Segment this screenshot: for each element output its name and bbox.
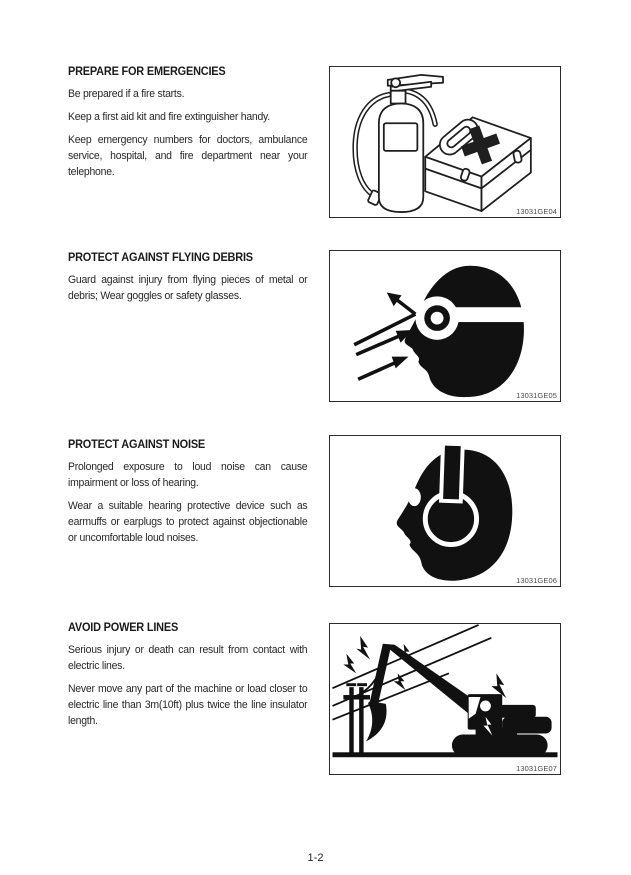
- section-heading: PREPARE FOR EMERGENCIES: [68, 66, 226, 78]
- figure-box-noise: [329, 435, 561, 587]
- page-number: 1-2: [307, 852, 324, 864]
- figure-code: 13031GE07: [516, 764, 557, 773]
- section-paragraph: Never move any part of the machine or load closer to electric line than 3m(10ft) plus twice the line insulator length.: [68, 683, 308, 727]
- safety-goggles-icon: [330, 251, 560, 401]
- section-paragraph: Wear a suitable hearing protective device such as earmuffs or earplugs to protect against objectionable or uncomfortable loud noises.: [68, 500, 308, 544]
- section-flying-debris: [68, 252, 307, 311]
- figure-box-emergencies: [329, 66, 561, 218]
- section-paragraph: Serious injury or death can result from contact with electric lines.: [68, 644, 308, 672]
- earmuffs-icon: [330, 436, 560, 586]
- section-paragraph: Be prepared if a fire starts.: [68, 88, 185, 100]
- figure-box-flying-debris: [329, 250, 561, 402]
- figure-code: 13031GE05: [516, 391, 557, 400]
- section-heading: AVOID POWER LINES: [68, 622, 179, 634]
- section-heading: PROTECT AGAINST FLYING DEBRIS: [68, 252, 253, 264]
- section-paragraph: Keep a first aid kit and fire extinguisher handy.: [68, 111, 270, 123]
- figure-code: 13031GE04: [516, 207, 557, 216]
- figure-code: 13031GE06: [516, 576, 557, 585]
- section-paragraph: Prolonged exposure to loud noise can cause impairment or loss of hearing.: [68, 461, 308, 489]
- section-noise: [68, 439, 307, 553]
- section-paragraph: Guard against injury from flying pieces of metal or debris; Wear goggles or safety glasses.: [68, 274, 308, 302]
- figure-box-power-lines: [329, 623, 561, 775]
- section-prepare-for-emergencies: [68, 66, 307, 187]
- fire-extinguisher-first-aid-icon: [330, 67, 560, 217]
- section-power-lines: [68, 622, 307, 736]
- section-heading: PROTECT AGAINST NOISE: [68, 439, 206, 451]
- excavator-power-lines-icon: [330, 624, 560, 774]
- section-paragraph: Keep emergency numbers for doctors, ambulance service, hospital, and fire department near your telephone.: [68, 134, 308, 178]
